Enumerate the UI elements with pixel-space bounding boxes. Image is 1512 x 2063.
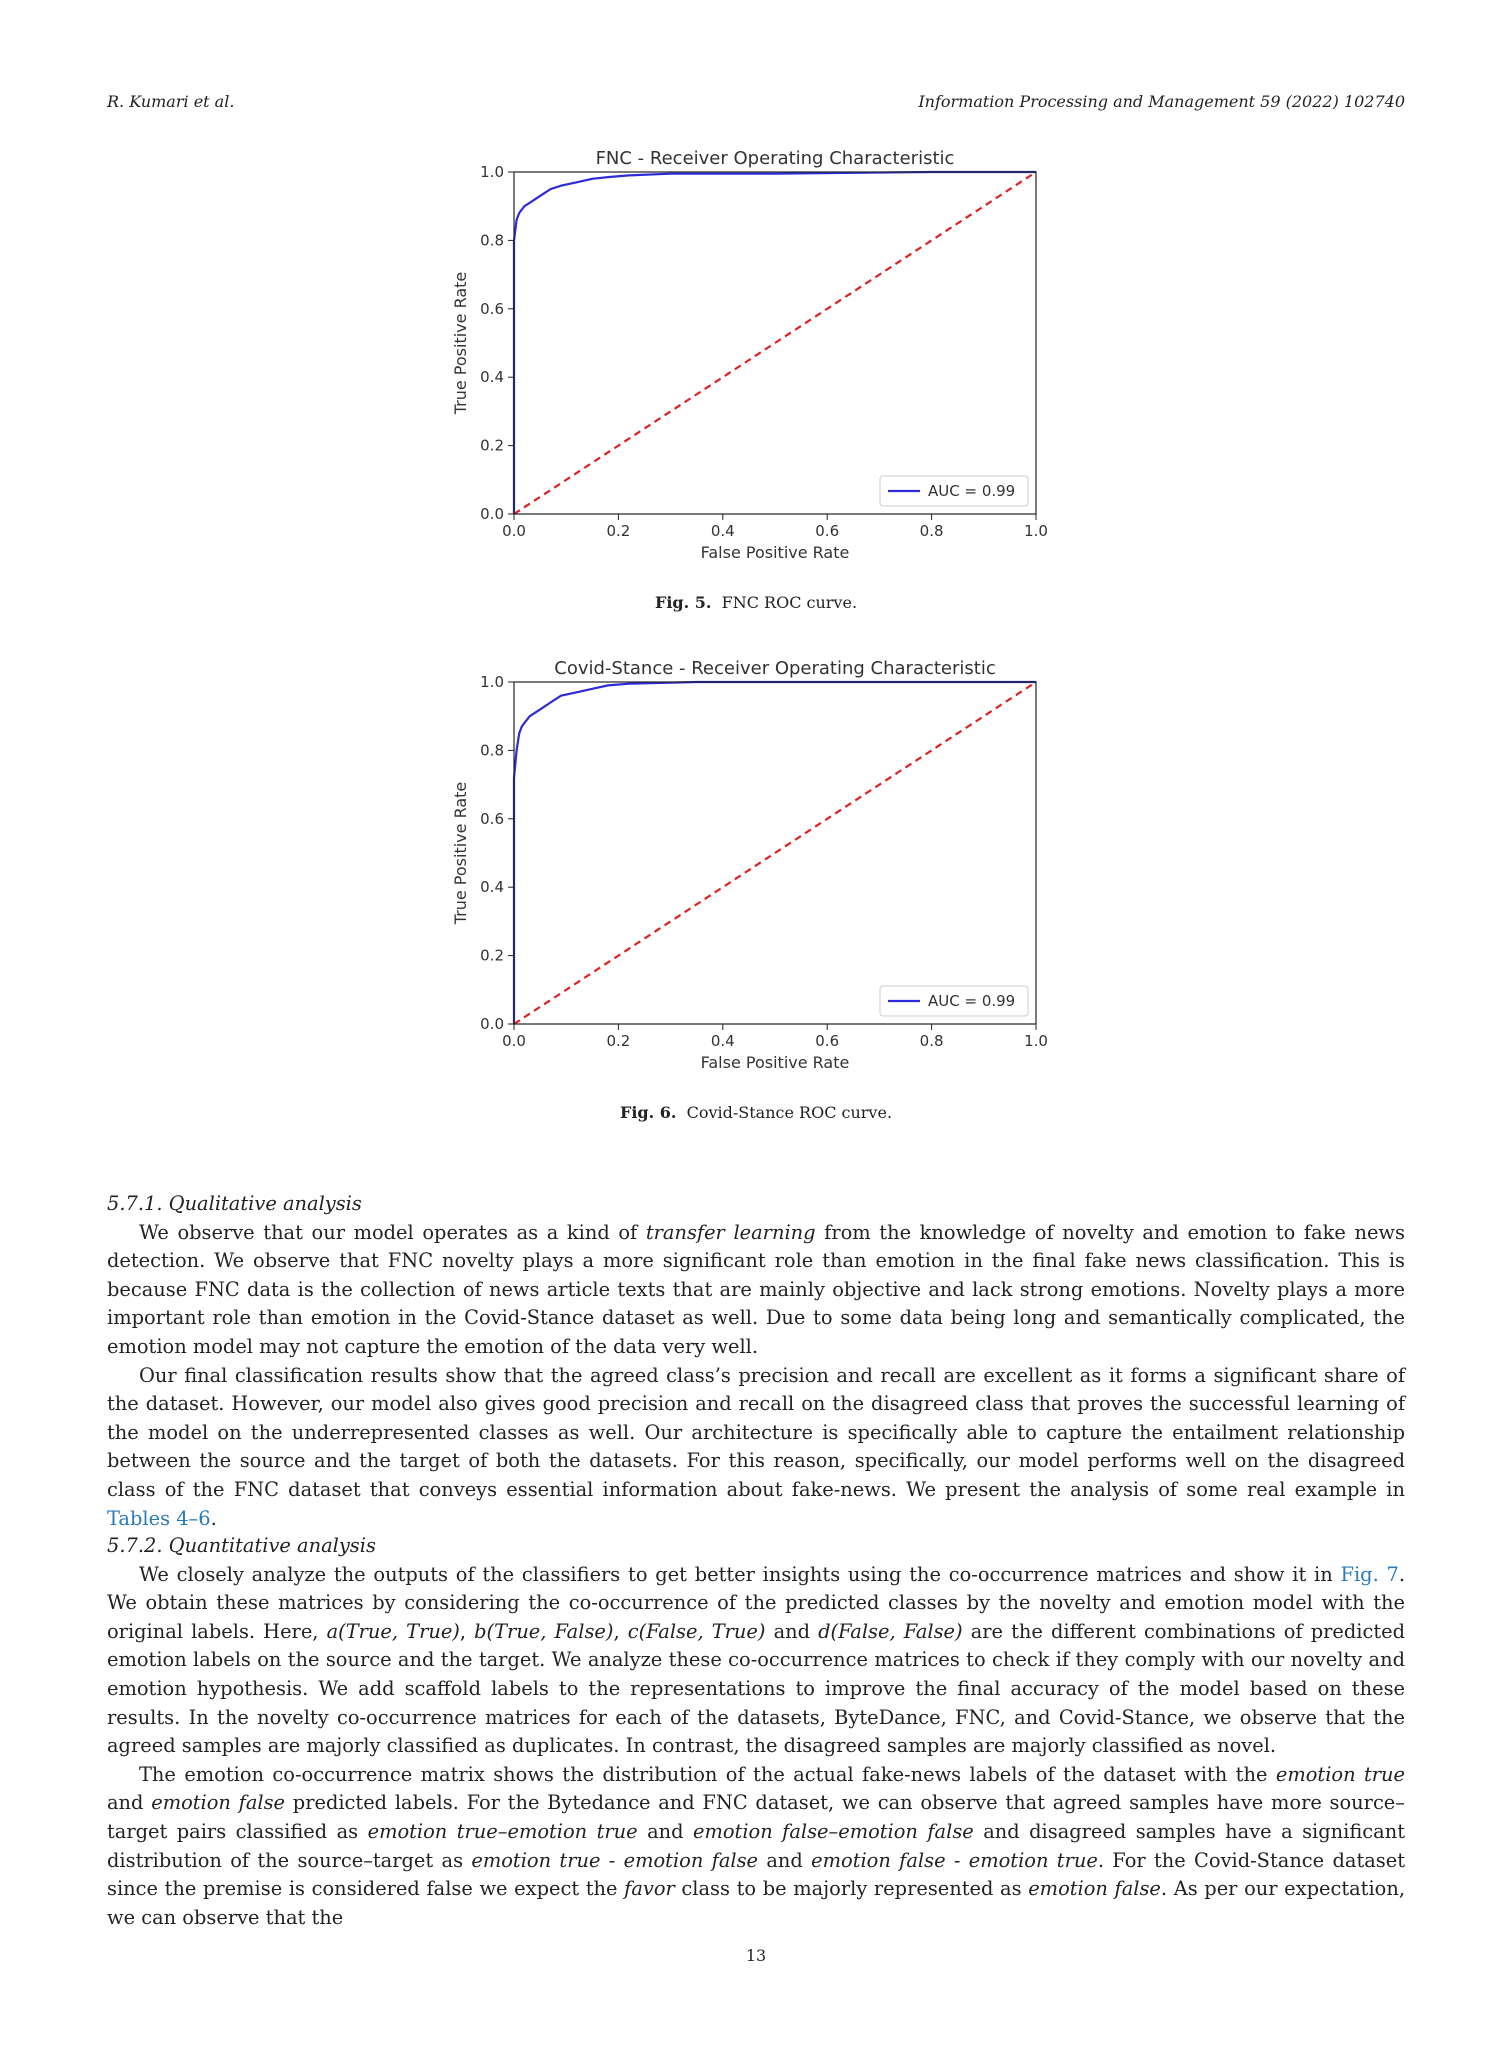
page-number: 13 — [745, 1946, 767, 1965]
x-tick-label: 0.6 — [815, 522, 840, 540]
figure-6-caption-text: Covid-Stance ROC curve. — [686, 1103, 893, 1122]
section-5-7-1-paragraph-1: We observe that our model operates as a kind of transfer learning from the knowledge of novelty and emotion to fake news detection. We observe that FNC novelty plays a more significant role than emotion in the final fake news classification. This is because FNC data is the collection of news article texts that are mainly objective and lack strong emotions. Novelty plays a more important role than emotion in the Covid-Stance dataset as well. Due to some data being long and semantically complicated, the emotion model may not capture the emotion of the data very well. — [107, 1220, 1405, 1358]
chart-title: FNC - Receiver Operating Characteristic — [595, 148, 955, 169]
figure-5-label: Fig. 5. — [654, 593, 712, 612]
figure-6-caption — [0, 1103, 1512, 1122]
y-tick-label: 1.0 — [480, 673, 504, 691]
covid-roc-chart — [436, 650, 1076, 1090]
fig-7-link[interactable]: Fig. 7 — [1340, 1562, 1399, 1586]
x-tick-label: 0.4 — [710, 1032, 735, 1050]
y-axis-label: True Positive Rate — [451, 781, 470, 925]
y-tick-label: 0.0 — [480, 1015, 504, 1033]
section-5-7-2 — [107, 1532, 1405, 1932]
y-tick-label: 0.2 — [480, 436, 504, 455]
x-tick-label: 0.6 — [815, 1032, 840, 1050]
section-5-7-2-title: 5.7.2. Quantitative analysis — [107, 1534, 376, 1557]
fnc-roc-chart — [436, 140, 1076, 580]
section-5-7-1-title: 5.7.1. Qualitative analysis — [107, 1192, 362, 1215]
figure-5-caption-text: FNC ROC curve. — [721, 593, 858, 612]
header-journal: Information Processing and Management 59 (2022) 102740 — [918, 92, 1405, 111]
figure-6-label: Fig. 6. — [619, 1103, 677, 1122]
figure-6-roc-covid — [436, 650, 1076, 1090]
x-tick-label: 0.2 — [606, 1032, 631, 1050]
x-tick-label: 0.8 — [919, 1032, 944, 1050]
y-tick-label: 0.6 — [480, 299, 504, 318]
y-axis-label: True Positive Rate — [451, 271, 470, 415]
header-authors: R. Kumari et al. — [107, 92, 235, 111]
figure-5-roc-fnc — [436, 140, 1076, 580]
tables-link[interactable]: Tables 4–6 — [107, 1506, 211, 1530]
x-axis-label: False Positive Rate — [700, 1053, 850, 1072]
y-tick-label: 0.4 — [480, 368, 504, 387]
section-5-7-2-paragraph-1: We closely analyze the outputs of the classifiers to get better insights using the co-occurrence matrices and show it in Fig. 7. We obtain these matrices by considering the co-occurrence of the predicted classes by the novelty and emotion model with the original labels. Here, a(True, True), b(True, False), c(False, True) and d(False, False) are the different combinations of predicted emotion labels on the source and the target. We analyze these co-occurrence matrices to check if they comply with our novelty and emotion hypothesis. We add scaffold labels to the representations to improve the final accuracy of the model based on these results. In the novelty co-occurrence matrices for each of the datasets, ByteDance, FNC, and Covid-Stance, we observe that the agreed samples are majorly classified as duplicates. In contrast, the disagreed samples are majorly classified as novel. — [107, 1562, 1406, 1758]
diagonal-reference-line — [514, 172, 1036, 514]
x-tick-label: 0.0 — [502, 522, 526, 540]
y-tick-label: 0.2 — [480, 946, 504, 965]
x-tick-label: 1.0 — [1024, 1032, 1048, 1050]
x-tick-label: 1.0 — [1024, 522, 1048, 540]
diagonal-reference-line — [514, 682, 1036, 1024]
figure-5-caption — [0, 593, 1512, 612]
y-tick-label: 0.6 — [480, 809, 504, 828]
x-axis-label: False Positive Rate — [700, 543, 850, 562]
legend-label: AUC = 0.99 — [928, 482, 1016, 500]
x-tick-label: 0.2 — [606, 522, 631, 540]
x-tick-label: 0.4 — [710, 522, 735, 540]
y-tick-label: 0.0 — [480, 505, 504, 523]
legend-label: AUC = 0.99 — [928, 992, 1016, 1010]
y-tick-label: 0.4 — [480, 878, 504, 897]
x-tick-label: 0.0 — [502, 1032, 526, 1050]
running-header — [107, 92, 1405, 116]
y-tick-label: 0.8 — [480, 231, 504, 250]
x-tick-label: 0.8 — [919, 522, 944, 540]
chart-title: Covid-Stance - Receiver Operating Characteristic — [554, 658, 996, 679]
section-5-7-2-paragraph-2: The emotion co-occurrence matrix shows the distribution of the actual fake-news labels of the dataset with the emotion true and emotion false predicted labels. For the Bytedance and FNC dataset, we can observe that agreed samples have more source–target pairs classified as emotion true–emotion true and emotion false–emotion false and disagreed samples have a significant distribution of the source–target as emotion true - emotion false and emotion false - emotion true. For the Covid-Stance dataset since the premise is considered false we expect the favor class to be majorly represented as emotion false. As per our expectation, we can observe that the — [107, 1762, 1406, 1929]
y-tick-label: 1.0 — [480, 163, 504, 181]
section-5-7-1-paragraph-2: Our final classification results show that the agreed class’s precision and recall are excellent as it forms a significant share of the dataset. However, our model also gives good precision and recall on the disagreed class that proves the successful learning of the model on the underrepresented classes as well. Our architecture is specifically able to capture the entailment relationship between the source and the target of both the datasets. For this reason, specifically, our model performs well on the disagreed class of the FNC dataset that conveys essential information about fake-news. We present the analysis of some real example in Tables 4–6. — [107, 1363, 1405, 1530]
y-tick-label: 0.8 — [480, 741, 504, 760]
section-5-7-1 — [107, 1190, 1405, 1533]
